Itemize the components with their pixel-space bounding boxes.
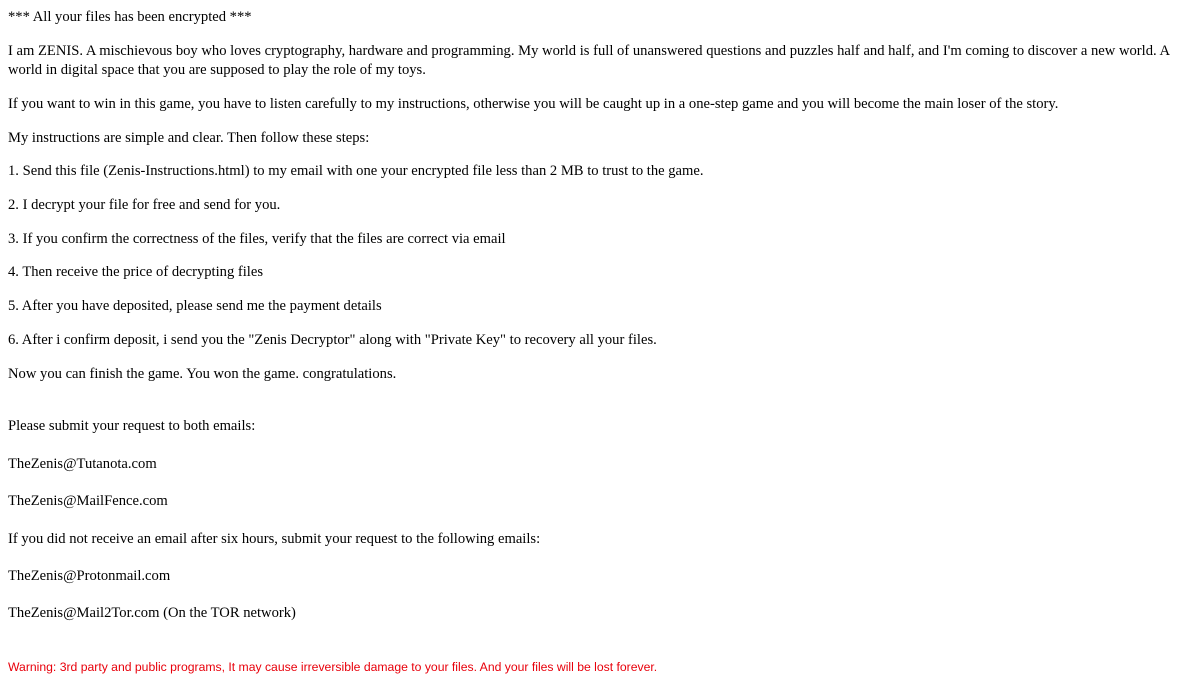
heading: *** All your files has been encrypted *** <box>8 9 252 25</box>
step-item: 3. If you confirm the correctness of the files, verify that the files are correct via email <box>8 231 506 247</box>
finish-line: Now you can finish the game. You won the game. congratulations. <box>8 366 397 382</box>
step-item: 4. Then receive the price of decrypting files <box>8 264 264 280</box>
email-address: TheZenis@Protonmail.com <box>8 568 171 584</box>
submit-intro: Please submit your request to both emails: <box>8 418 256 434</box>
fallback-intro: If you did not receive an email after six hours, submit your request to the following emails: <box>8 531 541 547</box>
step-item: 1. Send this file (Zenis-Instructions.html) to my email with one your encrypted file less than 2 MB to trust to the game. <box>8 163 704 179</box>
steps-intro: My instructions are simple and clear. Then follow these steps: <box>8 130 370 146</box>
step-item: 5. After you have deposited, please send me the payment details <box>8 298 382 314</box>
step-item: 2. I decrypt your file for free and send for you. <box>8 197 281 213</box>
step-item: 6. After i confirm deposit, i send you the "Zenis Decryptor" along with "Private Key" to recovery all your files. <box>8 332 657 348</box>
game-rule-paragraph: If you want to win in this game, you have to listen carefully to my instructions, otherwise you will be caught up in a one-step game and you will become the main loser of the story. <box>8 96 1059 112</box>
warning-text: Warning: 3rd party and public programs, It may cause irreversible damage to your files. And your files will be lost forever. <box>8 660 658 674</box>
email-address: TheZenis@Mail2Tor.com (On the TOR network) <box>8 605 296 621</box>
intro-paragraph: I am ZENIS. A mischievous boy who loves cryptography, hardware and programming. My world is full of unanswered questions and puzzles half and half, and I'm coming to discover a new world. A world in digital space that you are supposed to play the role of my toys. <box>8 43 1170 78</box>
email-address: TheZenis@Tutanota.com <box>8 456 157 472</box>
email-address: TheZenis@MailFence.com <box>8 493 168 509</box>
